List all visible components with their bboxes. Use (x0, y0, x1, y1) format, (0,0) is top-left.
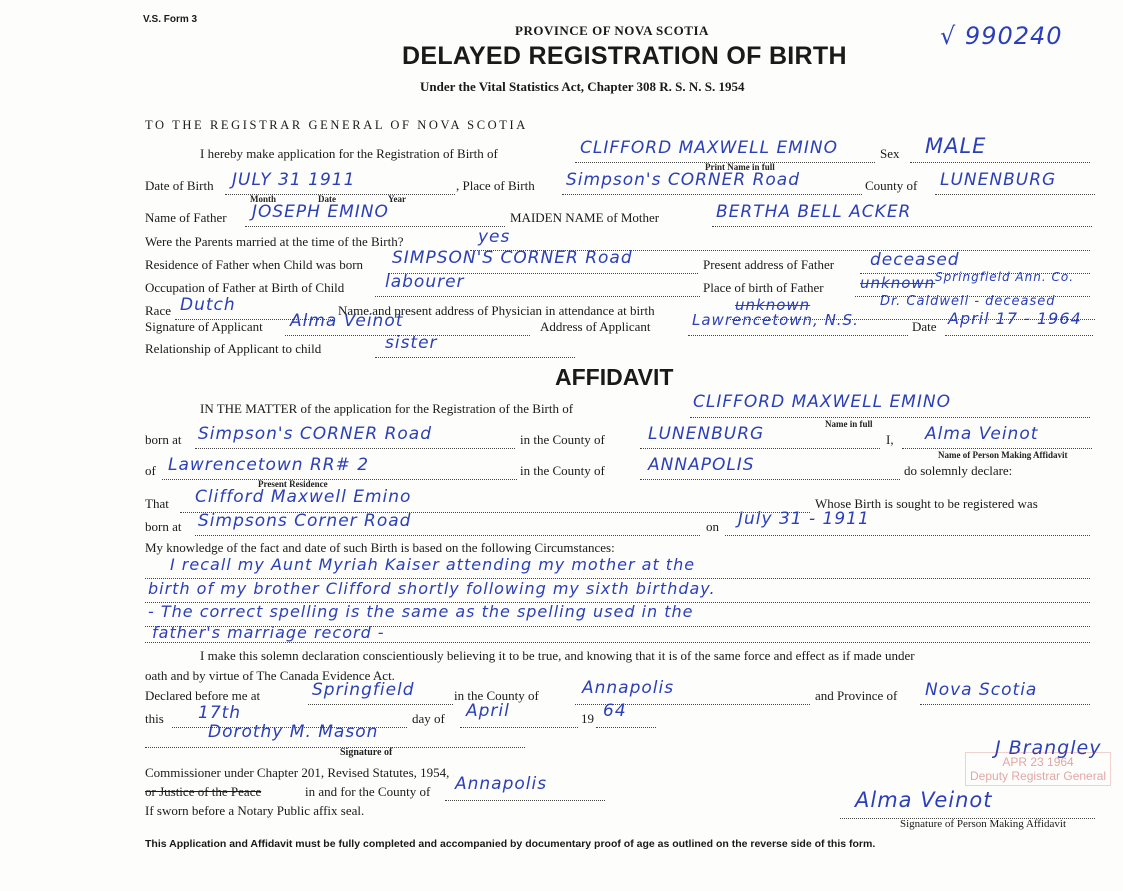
born-at-label: born at (145, 432, 182, 447)
circumstance-line[interactable]: birth of my brother Clifford shortly following my sixth birthday. (148, 579, 716, 598)
application-date-field[interactable]: April 17 - 1964 (948, 309, 1082, 328)
declare-label: do solemnly declare: (904, 463, 1013, 478)
footer-note: This Application and Affidavit must be fully completed and accompanied by documentary proof of age as outlined on the reverse side of this form. (145, 838, 876, 850)
declared-county-label: in the County of (454, 688, 539, 703)
affidavit-born-at2[interactable]: Simpsons Corner Road (198, 511, 412, 531)
day-field[interactable]: 17th (198, 703, 242, 723)
residence-field[interactable]: SIMPSON'S CORNER Road (392, 248, 633, 268)
on-label: on (706, 519, 719, 534)
signature-label: Signature of Applicant (145, 319, 263, 334)
month-field[interactable]: April (466, 701, 510, 721)
residence-hint: Present Residence (258, 479, 328, 489)
present-address-label: Present address of Father (703, 257, 835, 272)
registrar-signature: J Brangley (995, 737, 1102, 759)
province-heading: PROVINCE OF NOVA SCOTIA (515, 23, 709, 38)
intro-label: I hereby make application for the Registration of Birth of (200, 146, 498, 161)
dob-field[interactable]: JULY 31 1911 (232, 170, 356, 190)
place-label: , Place of Birth (456, 178, 535, 193)
declared-county-field[interactable]: Annapolis (582, 678, 675, 698)
born-at2-label: born at (145, 519, 182, 534)
commissioner-line-2: in and for the County of (305, 784, 431, 799)
county-field[interactable]: LUNENBURG (940, 170, 1057, 190)
form-subtitle: Under the Vital Statistics Act, Chapter 308 R. S. N. S. 1954 (420, 79, 745, 94)
province-field[interactable]: Nova Scotia (925, 680, 1038, 700)
circumstance-line[interactable]: father's marriage record - (152, 623, 385, 642)
that-name-field[interactable]: Clifford Maxwell Emino (195, 487, 412, 507)
county-label: County of (865, 178, 918, 193)
commissioner-county-field[interactable]: Annapolis (455, 774, 548, 794)
day-of-label: day of (412, 711, 445, 726)
date-hint: Date (318, 194, 336, 204)
mother-label: MAIDEN NAME of Mother (510, 210, 660, 225)
father-birthplace-field[interactable]: Springfield Ann. Co. (935, 270, 1075, 284)
on-date-field[interactable]: July 31 - 1911 (738, 509, 870, 529)
race-field[interactable]: Dutch (180, 295, 236, 315)
circumstance-line[interactable]: I recall my Aunt Myriah Kaiser attending my mother at the (170, 555, 696, 574)
i-label: I, (886, 432, 894, 447)
affiant-hint: Name of Person Making Affidavit (938, 450, 1068, 460)
that-label: That (145, 496, 169, 511)
year-field[interactable]: 64 (603, 701, 627, 721)
affidavit-child-name[interactable]: CLIFFORD MAXWELL EMINO (693, 392, 951, 412)
year-hint: Year (388, 194, 406, 204)
declaration-line-2: oath and by virtue of The Canada Evidence Act. (145, 668, 395, 683)
father-birthplace-label: Place of birth of Father (703, 280, 824, 295)
affiant-name[interactable]: Alma Veinot (925, 424, 1039, 444)
signature-of-label: Signature of (340, 747, 393, 758)
affiant-signature-label: Signature of Person Making Affidavit (900, 818, 1066, 830)
child-name-field[interactable]: CLIFFORD MAXWELL EMINO (580, 138, 838, 158)
registration-number: √ 990240 (940, 22, 1063, 50)
affiant-signature[interactable]: Alma Veinot (855, 788, 993, 812)
justice-peace-struck: or Justice of the Peace (145, 784, 262, 799)
of-label: of (145, 463, 156, 478)
declared-at-field[interactable]: Springfield (312, 680, 415, 700)
place-of-birth-field[interactable]: Simpson's CORNER Road (566, 170, 800, 190)
commissioner-line-1: Commissioner under Chapter 201, Revised Statutes, 1954, (145, 765, 450, 780)
affidavit-heading: AFFIDAVIT (555, 364, 674, 390)
notary-note: If sworn before a Notary Public affix seal. (145, 803, 365, 818)
physician-label: Name and present address of Physician in attendance at birth (338, 303, 655, 318)
date-label: Date (912, 319, 937, 334)
affiant-residence[interactable]: Lawrencetown RR# 2 (168, 455, 370, 475)
form-title: DELAYED REGISTRATION OF BIRTH (402, 42, 847, 70)
in-county-label: in the County of (520, 432, 605, 447)
relationship-label: Relationship of Applicant to child (145, 341, 322, 356)
father-label: Name of Father (145, 210, 227, 225)
residence-label: Residence of Father when Child was born (145, 257, 364, 272)
sex-field[interactable]: MALE (925, 134, 987, 158)
declaration-line-1: I make this solemn declaration conscientiously believing it to be true, and knowing that it is of the same force and effect as if made under (200, 648, 915, 663)
mother-field[interactable]: BERTHA BELL ACKER (716, 202, 912, 222)
applicant-signature[interactable]: Alma Veinot (290, 311, 404, 331)
knowledge-label: My knowledge of the fact and date of such Birth is based on the following Circumstances: (145, 540, 615, 555)
whose-birth-label: Whose Birth is sought to be registered was (815, 496, 1038, 511)
affidavit-born-at[interactable]: Simpson's CORNER Road (198, 424, 432, 444)
applicant-address-field[interactable]: Lawrencetown, N.S. (692, 311, 859, 329)
name-full-hint: Name in full (825, 419, 873, 429)
circumstance-line[interactable]: - The correct spelling is the same as the spelling used in the (148, 602, 694, 621)
physician-struck: unknown (735, 296, 811, 314)
matter-label: IN THE MATTER of the application for the Registration of the Birth of (200, 401, 574, 416)
commissioner-signature[interactable]: Dorothy M. Mason (208, 722, 379, 742)
dob-label: Date of Birth (145, 178, 214, 193)
physician-field[interactable]: Dr. Caldwell - deceased (880, 294, 1056, 309)
occupation-label: Occupation of Father at Birth of Child (145, 280, 345, 295)
race-label: Race (145, 303, 171, 318)
month-hint: Month (250, 194, 277, 204)
married-field[interactable]: yes (478, 227, 511, 247)
present-address-field[interactable]: deceased (870, 250, 960, 270)
stamp-date: APR 23 1964 (1002, 755, 1074, 769)
affiant-residence-county[interactable]: ANNAPOLIS (648, 455, 755, 475)
relationship-field[interactable]: sister (385, 333, 438, 353)
stamp-title: Deputy Registrar General (970, 769, 1107, 783)
father-birthplace-struck: unknown (860, 274, 936, 292)
year-prefix: 19 (581, 711, 594, 726)
married-label: Were the Parents married at the time of the Birth? (145, 234, 404, 249)
sex-label: Sex (880, 146, 900, 161)
affidavit-county[interactable]: LUNENBURG (648, 424, 765, 444)
province-label: and Province of (815, 688, 898, 703)
this-label: this (145, 711, 164, 726)
father-field[interactable]: JOSEPH EMINO (252, 202, 389, 222)
occupation-field[interactable]: labourer (385, 272, 465, 292)
residence-county-label: in the County of (520, 463, 605, 478)
applicant-address-label: Address of Applicant (540, 319, 651, 334)
form-number: V.S. Form 3 (143, 14, 198, 25)
print-name-hint: Print Name in full (705, 162, 775, 172)
addressee-line: TO THE REGISTRAR GENERAL OF NOVA SCOTIA (145, 118, 528, 132)
declared-label: Declared before me at (145, 688, 261, 703)
deputy-registrar-stamp (965, 752, 1111, 786)
